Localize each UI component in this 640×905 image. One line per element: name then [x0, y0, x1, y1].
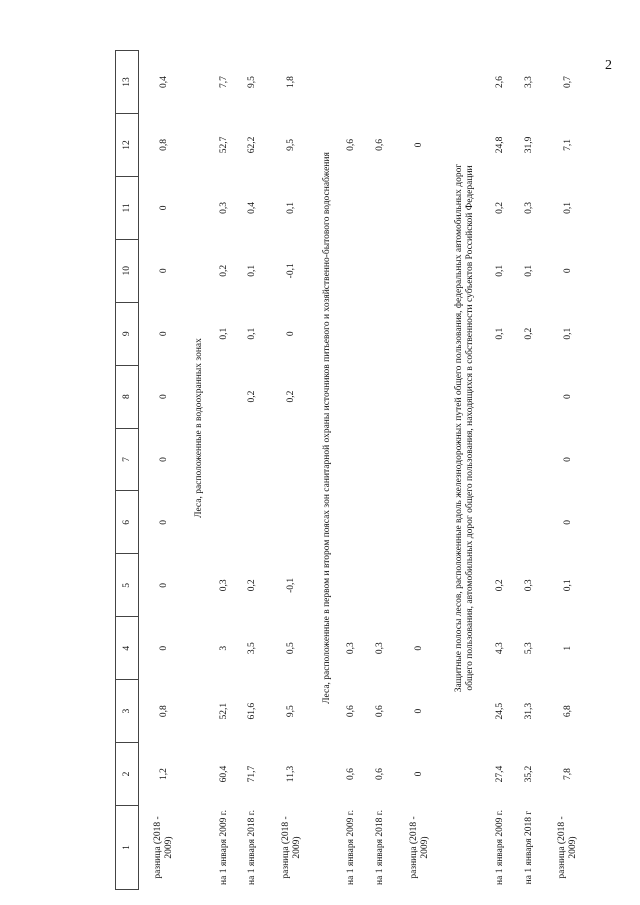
table-cell: 0,1 — [286, 201, 297, 214]
table-cell: 3 — [218, 645, 229, 651]
table-cell — [486, 491, 515, 554]
table-cell: 0,5 — [286, 642, 297, 655]
table-cell — [338, 176, 367, 239]
row-label: разница (2018 - 2009) — [408, 816, 430, 879]
table-cell — [486, 428, 515, 491]
section-title: Леса, расположенные в первом и втором поясах зон санитарной охраны источников питьевого и хозяйственно-бытового водоснабжения — [321, 152, 332, 704]
table-cell — [366, 428, 395, 491]
table-cell: 0 — [414, 708, 425, 714]
table-cell: 0,3 — [218, 579, 229, 592]
table-cell: 0,1 — [247, 264, 258, 277]
section-spacer — [317, 806, 338, 890]
table-cell: 31,3 — [523, 702, 534, 720]
column-header: 11 — [116, 176, 139, 239]
table-cell: 61,6 — [247, 702, 258, 720]
table-cell: 0,6 — [346, 139, 357, 151]
table-cell: 31,9 — [523, 136, 534, 154]
table-cell: 0 — [158, 457, 169, 462]
table-cell: 0 — [562, 457, 573, 462]
table-cell — [338, 428, 367, 491]
table-cell — [395, 239, 445, 302]
forest-area-table — [115, 50, 593, 890]
table-cell — [338, 239, 367, 302]
table-cell: 0 — [158, 205, 169, 211]
table-cell: 7,1 — [562, 139, 573, 151]
column-header: 6 — [116, 491, 139, 554]
table-cell — [395, 302, 445, 365]
table-cell — [395, 176, 445, 239]
table-cell: 0,1 — [218, 327, 229, 340]
table-cell: 0,3 — [346, 642, 357, 655]
column-header: 2 — [116, 743, 139, 806]
table-cell — [395, 51, 445, 114]
row-label: на 1 января 2018 г — [523, 810, 534, 885]
table-cell: 9,5 — [286, 705, 297, 718]
table-cell: 0,3 — [523, 201, 534, 214]
table-cell — [366, 365, 395, 428]
row-label: на 1 января 2009 г. — [494, 810, 505, 885]
table-row — [395, 51, 445, 890]
section-title-line: Защитные полосы лесов, расположенные вдоль железнодорожных путей общего пользования, федеральных автомобильных дорог — [454, 163, 465, 693]
table-cell — [239, 428, 268, 491]
column-header: 5 — [116, 554, 139, 617]
table-cell — [267, 428, 317, 491]
table-cell: 0,1 — [494, 327, 505, 340]
table-cell: 0,2 — [286, 390, 297, 403]
table-cell: 0 — [562, 520, 573, 525]
column-header: 13 — [116, 51, 139, 114]
table-cell: 0 — [562, 268, 573, 274]
section-header-row — [317, 51, 338, 890]
table-cell — [366, 302, 395, 365]
column-header: 1 — [116, 806, 139, 890]
table-row — [210, 51, 239, 890]
table-cell — [210, 428, 239, 491]
table-cell: 11,3 — [286, 765, 297, 783]
table-row — [338, 51, 367, 890]
table-row — [543, 51, 593, 890]
table-cell: 0,7 — [562, 76, 573, 88]
table-cell — [515, 491, 544, 554]
table-cell: 4,3 — [494, 642, 505, 655]
table-row — [515, 51, 544, 890]
table-cell: 2,6 — [494, 76, 505, 88]
table-cell: 71,7 — [247, 765, 258, 783]
table-cell: 0,4 — [158, 76, 169, 88]
row-label: разница (2018 - 2009) — [280, 816, 302, 879]
row-label: разница (2018 - 2009) — [153, 816, 174, 879]
table-cell: 0 — [158, 268, 169, 274]
header-row — [116, 51, 139, 890]
table-cell: 0,6 — [346, 768, 357, 780]
column-header: 12 — [116, 114, 139, 177]
table-cell: -0,1 — [286, 263, 297, 279]
table-cell: 0,8 — [158, 139, 169, 151]
table-cell — [210, 365, 239, 428]
table-cell: 1 — [562, 645, 573, 651]
table-cell: 0,3 — [218, 201, 229, 214]
table-cell: 60,4 — [218, 765, 229, 783]
table-cell: 0,3 — [374, 642, 385, 655]
table-cell — [366, 176, 395, 239]
table-cell — [338, 554, 367, 617]
table-cell: 0,2 — [247, 390, 258, 403]
row-label: разница (2018 - 2009) — [557, 816, 579, 879]
row-label: на 1 января 2018 г. — [374, 810, 385, 885]
section-header-row — [444, 51, 486, 890]
table-cell — [338, 365, 367, 428]
table-cell: 27,4 — [494, 765, 505, 783]
table-cell: 0 — [158, 331, 169, 337]
table-cell: 0,3 — [523, 579, 534, 592]
table-row — [366, 51, 395, 890]
table-cell: 24,5 — [494, 702, 505, 720]
table-cell: 0 — [286, 331, 297, 337]
table-cell: 0 — [158, 582, 169, 588]
table-cell: 0,2 — [247, 579, 258, 592]
table-cell — [366, 239, 395, 302]
table-cell: 0,1 — [523, 264, 534, 277]
table-cell: 0 — [562, 394, 573, 399]
table-cell: 0,2 — [218, 264, 229, 277]
table-cell: 0 — [414, 645, 425, 651]
table-cell: 0,2 — [494, 201, 505, 214]
table-cell — [338, 302, 367, 365]
table-cell: 0,6 — [374, 139, 385, 151]
table-row — [486, 51, 515, 890]
row-label: на 1 января 2009 г. — [346, 810, 357, 885]
table-cell: 6,8 — [562, 705, 573, 718]
table-cell — [366, 554, 395, 617]
table-cell: 52,1 — [218, 702, 229, 720]
table-cell — [338, 51, 367, 114]
table-cell: 3,3 — [523, 76, 534, 88]
column-header: 4 — [116, 617, 139, 680]
table-row — [139, 51, 190, 890]
column-header: 9 — [116, 302, 139, 365]
table-cell: 5,3 — [523, 642, 534, 655]
table-cell — [239, 491, 268, 554]
table-row — [239, 51, 268, 890]
table-cell: 0,1 — [562, 201, 573, 214]
column-header: 3 — [116, 680, 139, 743]
table-cell: 9,5 — [286, 139, 297, 151]
table-cell: 0,1 — [494, 264, 505, 277]
table-cell: 0,4 — [247, 201, 258, 214]
section-spacer — [189, 806, 210, 890]
table-cell: 0,6 — [346, 705, 357, 718]
table-cell — [395, 428, 445, 491]
page-number: 2 — [605, 58, 612, 73]
table-cell: 1,2 — [158, 768, 169, 780]
table-cell: 0,1 — [562, 579, 573, 592]
table-cell: 0,6 — [374, 705, 385, 718]
table-cell: 24,8 — [494, 136, 505, 154]
table-cell: 0 — [158, 394, 169, 399]
table-cell — [486, 365, 515, 428]
table-cell: 0,2 — [494, 579, 505, 592]
table-cell — [395, 554, 445, 617]
section-title-line: общего пользования, автомобильных дорог общего пользования, находящихся в собственности субъектов Российской Федерации — [465, 165, 476, 691]
table-cell: 9,5 — [247, 76, 258, 88]
row-label: на 1 января 2018 г. — [247, 810, 258, 885]
row-label: на 1 января 2009 г. — [218, 810, 229, 885]
table-cell: 0 — [158, 645, 169, 651]
table-cell: 0 — [414, 771, 425, 777]
table-cell: 7,7 — [218, 76, 229, 88]
column-header: 8 — [116, 365, 139, 428]
table-cell: 0,8 — [158, 705, 169, 718]
table-cell: 35,2 — [523, 765, 534, 783]
table-cell: 0,6 — [374, 768, 385, 780]
table-cell — [515, 428, 544, 491]
table-cell — [267, 491, 317, 554]
table-cell — [338, 491, 367, 554]
table-cell: 0,2 — [523, 327, 534, 340]
section-title — [444, 51, 486, 806]
table-cell: 1,8 — [286, 76, 297, 88]
rotated-table-container — [115, 50, 593, 890]
table-cell: 3,5 — [247, 642, 258, 655]
table-cell: 52,7 — [218, 136, 229, 154]
table-cell: 0 — [414, 142, 425, 148]
table-cell — [395, 365, 445, 428]
table-cell: 0 — [158, 520, 169, 525]
table-cell: -0,1 — [286, 577, 297, 593]
column-header: 7 — [116, 428, 139, 491]
table-cell — [515, 365, 544, 428]
table-cell — [366, 491, 395, 554]
table-cell: 7,8 — [562, 768, 573, 780]
table-cell — [395, 491, 445, 554]
column-header: 10 — [116, 239, 139, 302]
table-row — [267, 51, 317, 890]
table-cell — [366, 51, 395, 114]
table-cell: 62,2 — [247, 136, 258, 154]
table-cell — [210, 491, 239, 554]
table-cell: 0,1 — [562, 327, 573, 340]
section-spacer — [444, 806, 486, 890]
table-cell: 0,1 — [247, 327, 258, 340]
section-title: Леса, расположенные в водоохранных зонах — [194, 338, 204, 518]
section-header-row — [189, 51, 210, 890]
